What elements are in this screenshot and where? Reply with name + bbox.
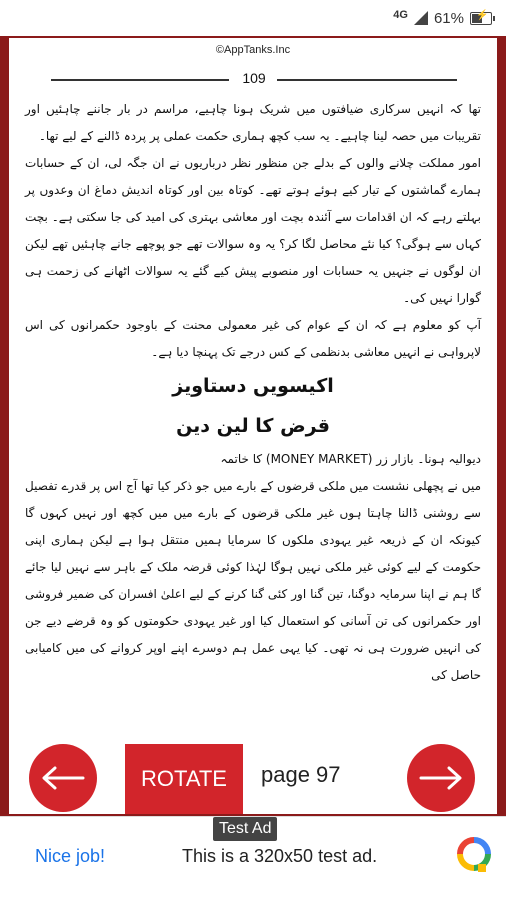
battery-icon: ⚡ xyxy=(470,12,492,25)
ad-network-logo-icon[interactable] xyxy=(456,836,492,876)
next-page-button[interactable] xyxy=(407,744,475,812)
ad-body-text[interactable]: This is a 320x50 test ad. xyxy=(182,846,378,866)
printed-page-number: 109 xyxy=(242,70,266,86)
book-page[interactable] xyxy=(9,38,497,814)
left-arrow-icon xyxy=(41,766,85,790)
page-number-rule-left xyxy=(51,79,229,81)
paragraph-3: آپ کو معلوم ہے کہ ان کے عوام کی غیر معمولی محنت کے باوجود حکمرانوں کی اس لاپرواہی نے انہیں معاشی بدنظمی کے کس درجے تک پہنچا دیا ہے۔ xyxy=(25,318,481,359)
chapter-heading: اکیسویں دستاویز xyxy=(172,375,334,397)
ad-banner[interactable] xyxy=(0,816,506,900)
watermark: ©AppTanks.Inc xyxy=(215,44,291,56)
ad-headline[interactable]: Nice job! xyxy=(35,846,106,866)
paragraph-2: امور مملکت چلانے والوں کے بدلے جن منظور نظر درباریوں نے ان جگہ لی، ان کے حسابات ہمارے گماشتوں کے تیار کیے ہوئے ہوتے تھے۔ کوتاہ بین اور کوتاہ اندیش دماغ ان وعدوں پر بہلتے رہے کہ ان اقدامات سے آئندہ بچت اور معاشی بہتری کی امید کی جا سکتی ہے۔ بچت کہاں سے ہوگی؟ کیا نئے محاصل لگا کر؟ یہ وہ سوالات تھے جو پوچھے جانے چاہئیں تھے لیکن ان لوگوں نے جنہیں یہ حسابات اور منصوبے پیش کیے گئے یہ سوالات اٹھانے کی زحمت ہی گوارا نہیں کی۔ xyxy=(25,156,481,305)
status-indicators xyxy=(393,6,492,30)
status-bar xyxy=(0,0,506,36)
chapter-title: قرض کا لین دین xyxy=(176,415,330,437)
previous-page-button[interactable] xyxy=(29,744,97,812)
page-text xyxy=(25,96,481,689)
rotate-button[interactable]: ROTATE xyxy=(125,744,243,814)
chapter-subcaption: دیوالیہ ہونا۔ بازار زر (MONEY MARKET) کا خاتمہ xyxy=(220,452,481,466)
paragraph-1: تھا کہ انہیں سرکاری ضیافتوں میں شریک ہونا چاہیے، مراسم در بار جاننے چاہئیں اور تقریبات میں حصہ لینا چاہیے۔ یہ سب کچھ ہماری حکمت عملی پر پردہ ڈالنے کے لیے تھا۔ xyxy=(25,102,481,143)
paragraph-4: میں نے پچھلی نشست میں ملکی قرضوں کے بارے میں جو ذکر کیا تھا آج اس پر قدرے تفصیل سے روشنی ڈالنا چاہتا ہوں غیر ملکی قرضوں کے بارے میں میں کچھ اور نہیں کہوں گا کیونکہ ان کے ذریعہ غیر یہودی ملکوں کا سرمایا ہمیں منتقل ہوا ہے لیکن ہماری اپنی حکومت کے لیے کوئی غیر ملکی نہیں ہوگا لہٰذا کوئی قرضہ ملک کے باہر سے نہیں لیا جائے گا ہم نے اپنا سرمایہ دوگنا، تین گنا اور کئی گنا کرنے کے لیے اعلیٰ افسران کی ضمیر فروشی اور حکمرانوں کی تن آسانی کو استعمال کیا اور غیر یہودی حکومتوں کو وہ قرضے دیے جن کی انہیں ضرورت ہی نہ تھی۔ کیا یہی عمل ہم دوسرے اپنے اوپر کروانے کی میں کامیابی حاصل کی xyxy=(25,479,481,682)
network-type: 4G xyxy=(393,9,408,21)
page-indicator: page 97 xyxy=(261,762,341,787)
right-arrow-icon xyxy=(419,766,463,790)
signal-icon xyxy=(414,11,428,25)
battery-percent: 61% xyxy=(433,9,464,27)
book-frame xyxy=(0,36,506,816)
ad-badge: Test Ad xyxy=(213,817,277,841)
page-number-rule-right xyxy=(277,79,457,81)
